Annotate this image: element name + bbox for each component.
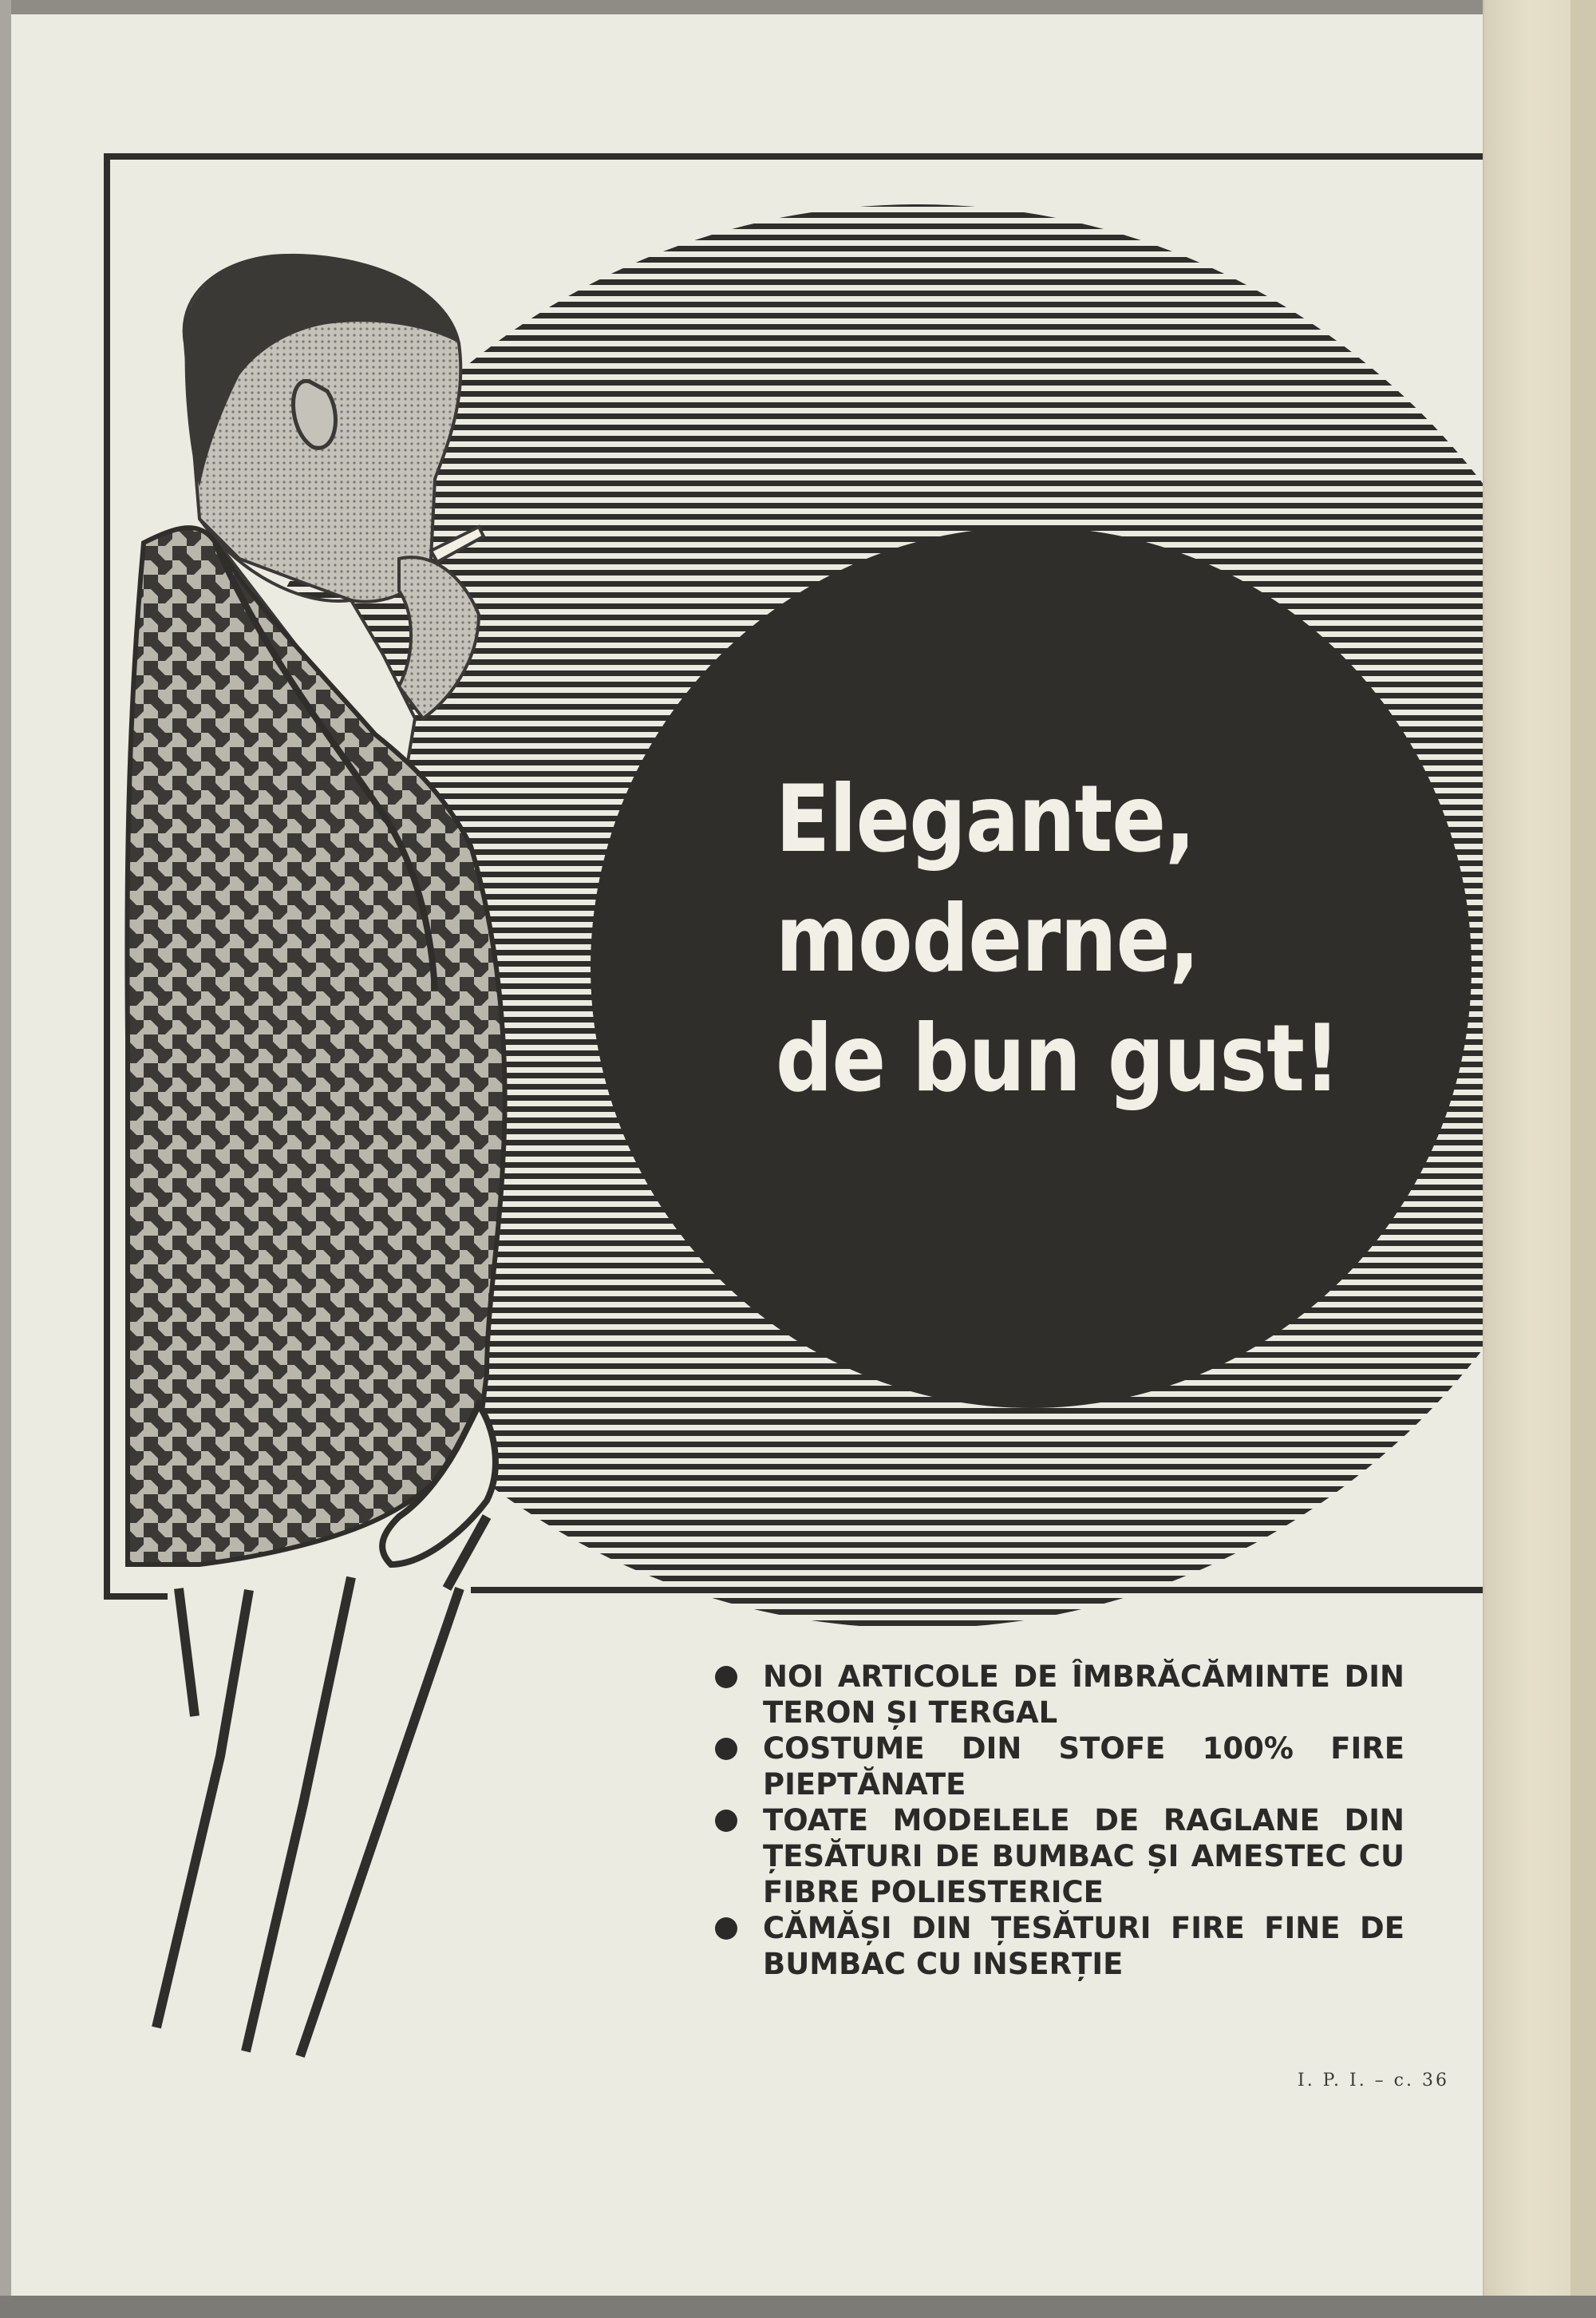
headline-line-3: de bun gust! xyxy=(776,1005,1340,1113)
bullet-icon xyxy=(715,1738,737,1760)
headline-line-2: moderne, xyxy=(776,885,1199,993)
feature-item: CĂMĂȘI DIN ȚESĂTURI FIRE FINE DE BUMBAC CU INSERȚIE xyxy=(710,1910,1404,1982)
bullet-icon xyxy=(715,1810,737,1832)
headline-line-1: Elegante, xyxy=(776,765,1195,873)
page-binding-shadow xyxy=(1570,0,1596,2318)
headline xyxy=(776,760,1340,1119)
feature-item: NOI ARTICOLE DE ÎMBRĂCĂMINTE DIN TERON ȘI TERGAL xyxy=(710,1659,1404,1731)
print-code: I. P. I. – c. 36 xyxy=(1298,2071,1449,2091)
feature-item: COSTUME DIN STOFE 100% FIRE PIEPTĂNATE xyxy=(710,1731,1404,1802)
feature-item: TOATE MODELELE DE RAGLANE DIN ȚESĂTURI DE BUMBAC ȘI AMESTEC CU FIBRE POLIESTERICE xyxy=(710,1802,1404,1910)
feature-list xyxy=(710,1659,1404,1982)
page-bottom-shadow xyxy=(0,2296,1596,2318)
bullet-icon xyxy=(715,1666,737,1688)
bullet-icon xyxy=(715,1917,737,1940)
